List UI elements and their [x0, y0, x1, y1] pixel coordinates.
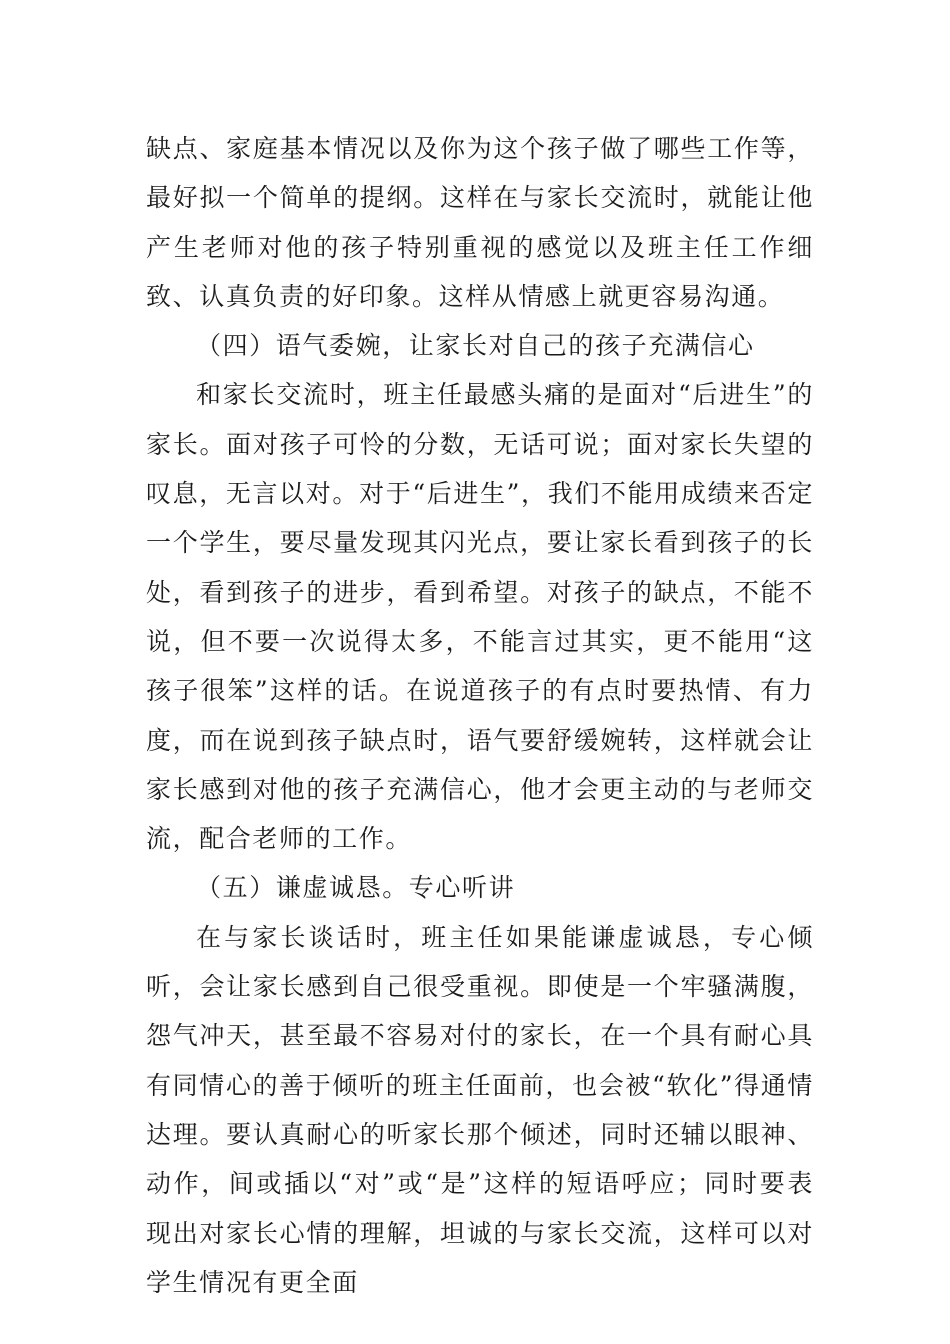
- paragraph-continued: 缺点、家庭基本情况以及你为这个孩子做了哪些工作等，最好拟一个简单的提纲。这样在与家长交流时，就能让他产生老师对他的孩子特别重视的感觉以及班主任工作细致、认真负责的好印象。这样从情感上就更容易沟通。: [146, 134, 814, 311]
- document-body: [146, 124, 814, 1307]
- paragraph-body: 和家长交流时，班主任最感头痛的是面对“后进生”的家长。面对孩子可怜的分数，无话可说；面对家长失望的叹息，无言以对。对于“后进生”，我们不能用成绩来否定一个学生，要尽量发现其闪光点，要让家长看到孩子的长处，看到孩子的进步，看到希望。对孩子的缺点，不能不说，但不要一次说得太多，不能言过其实，更不能用“这孩子很笨”这样的话。在说道孩子的有点时要热情、有力度，而在说到孩子缺点时，语气要舒缓婉转，这样就会让家长感到对他的孩子充满信心，他才会更主动的与老师交流，配合老师的工作。: [146, 380, 814, 854]
- section-heading-4: （四）语气委婉，让家长对自己的孩子充满信心: [196, 331, 755, 361]
- section-heading-5: （五）谦虚诚恳。专心听讲: [196, 873, 516, 903]
- paragraph-body: 在与家长谈话时，班主任如果能谦虚诚恳，专心倾听，会让家长感到自己很受重视。即使是一个牢骚满腹，怨气冲天，甚至最不容易对付的家长，在一个具有耐心具有同情心的善于倾听的班主任面前，也会被“软化”得通情达理。要认真耐心的听家长那个倾述，同时还辅以眼神、动作，间或插以“对”或“是”这样的短语呼应；同时要表现出对家长心情的理解，坦诚的与家长交流，这样可以对学生情况有更全面: [146, 922, 814, 1297]
